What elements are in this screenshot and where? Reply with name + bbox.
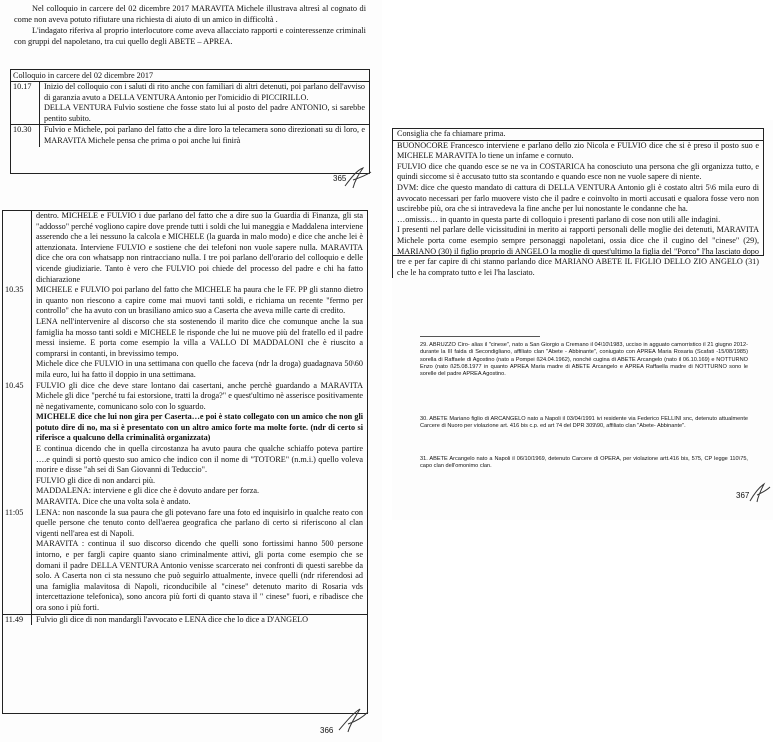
page-365: [0, 0, 382, 200]
colloquio-row: [3, 359, 367, 380]
row-time: 11:05: [5, 507, 24, 517]
colloquio-row: [3, 508, 367, 540]
signature-icon: [748, 482, 772, 504]
intro-paragraph-1: Nel colloquio in carcere del 02 dicembre 2017 MARAVITA Michele illustrava altresì al cognato di come non aveva potuto rifiutare una richiesta di aiuto di un amico in difficoltà .: [14, 4, 366, 24]
colloquio-row: [3, 285, 367, 317]
row-text: MICHELE e FULVIO poi parlano del fatto che MICHELE ha paura che le FF. PP gli stanno dietro in quanto non riescono a capire come mai muovi tanti soldi, e richiama un recente "fermo per controllo" che ha avuto con un brasiliano amico suo a Caserta che aveva mille carte di credito.: [31, 285, 367, 317]
row-text: LENA: non nasconde la sua paura che gli potevano fare una foto ed inquisirlo in qualche reato con quelle persone che tenuto conto dell'aerea geografica che parlano di certo si riferiscono al clan vigenti nell'area est di Napoli.: [31, 508, 367, 540]
colloquio-row: [11, 103, 369, 124]
row-text: DELLA VENTURA Fulvio sostiene che fosse stato lui al posto del padre ANTONIO, si sarebbe pentito subito.: [39, 103, 369, 124]
colloquio-box-366: [2, 210, 368, 714]
row-text: Fulvio gli dice di non mandargli l'avvocato e LENA dice che lo dice a D'ANGELO: [31, 615, 367, 626]
row-time: [3, 539, 31, 613]
footnote-31: 31. ABETE Arcangelo nato a Napoli il 06/10/1969, detenuto Carcere di OPERA, per violazione artt.416 bis, 575, CP legge 110\75, capo clan dell'omonimo clan.: [420, 456, 748, 470]
row-text: MARAVITA : continua il suo discorso dicendo che quelli sono fortissimi hanno 500 persone intorno, e per fargli capire quanto siano criminalmente attivi, gli porta come esempio che se domani il padre DELLA VENTURA Antonio venisse scarcerato nei confronti di questi sarebbe da solo. A Caserta non ci sta nessuno che può seguirlo attualmente, invece quelli (ndr riferendosi ad una famiglia malavitosa di Napoli, riconducibile al "cinese" detenuto marito di Rosaria vds intercettazione telefonica), sono ancora più forti di quanto stava il " cinese" fuori, e ribadisce che ora sono i più forti.: [31, 539, 367, 613]
colloquio-row: [3, 476, 367, 487]
colloquio-row: [3, 412, 367, 444]
row-time: 10.35: [5, 285, 24, 295]
row-text: MARAVITA. Dice che una volta sola è andato.: [31, 497, 367, 508]
row-time: [3, 211, 31, 285]
colloquio-row: [3, 486, 367, 497]
colloquio-row: [3, 497, 367, 508]
row-text: DVM: dice che questo mandato di cattura di DELLA VENTURA Antonio gli è costato altri 5\6 mila euro di avvocato necessari per farlo muovere visto che il padre e coinvolto in morti accusati e qualora fosse vero non uscirebbe più, ora che si intravedeva la fine anche per lui nonostante le condanne che ha.: [392, 183, 763, 215]
row-time: [3, 476, 31, 487]
row-time: [3, 412, 31, 444]
row-text: FULVIO dice che quando esce se ne va in COSTARICA ha conosciuto una persona che gli organizza tutto, e quindi siccome si è accusato tutto sta scontando e quando esce non ne vuole sapere di niente.: [392, 162, 763, 183]
colloquio-box-367: [392, 128, 764, 277]
page-number: 365: [333, 174, 347, 183]
row-text: LENA nell'intervenire al discorso che sta sostenendo il marito dice che comunque anche la sua famiglia ha mosso tanti soldi e MICHELE le risponde che lui ne muove più del fratello ed il padre messi insieme. E porta come esempio la villa a VALLO DI MADDALONI che è riuscito a comprarsi in contanti, in brevissimo tempo.: [31, 317, 367, 359]
row-time: [3, 444, 31, 476]
row-text: …omissis… in quanto in questa parte di colloquio i presenti parlano di cose non utili alle indagini.: [392, 215, 763, 226]
page-number: 367: [736, 491, 750, 500]
footnote-30: 30. ABETE Mariano figlio di ARCANGELO nato a Napoli il 03/04/1991 ivi residente via Federico FELLINI snc, detenuto attualmente Carcere di Nuoro per violazione art. 416 bis c.p. ed art 74 del DPR 309\90, affiliato clan "Abete- Abbinante".: [420, 416, 748, 430]
colloquio-row: [3, 211, 367, 285]
page-number: 366: [320, 726, 334, 735]
row-time: [11, 103, 39, 124]
row-time: [3, 486, 31, 497]
row-time: 10.45: [5, 380, 24, 390]
colloquio-row: [3, 444, 367, 476]
row-text: dentro. MICHELE e FULVIO i due parlano del fatto che a dire suo la Guardia di Finanza, gli sta "addosso" perché vogliono capire dove prende tutti i soldi che lui maneggia e Maddalena interviene asserendo che a lei nessuno la calcola e MICHELE (la guarda in malo modo) e dice che anche lei è attenzionata. Interviene FULVIO e sostiene che dei telefoni non vuole sapere nulla. MARAVITA dice che ora con whatsapp non rintracciano nulla. I tre poi parlano dell'orario del colloquio e delle vicende giudiziarie. Tanto è vero che FULVIO poi chiede del processo del padre e chi ha fatto dichiarazione: [31, 211, 367, 285]
footnote-29: 29. ABRUZZO Ciro- alias il "cinese", nato a San Giorgio a Cremano il 04\10\1983, ucciso in agguato camorristico il 21 giugno 2012- durante la III faida di Secondigliano, affiliato clan "Abete - Abbinante", coniugato con APREA Maria Rosaria (Scafati -15/08/1985) sorella di Raffaele di Agostino (nato a Pompei ß24.04.1962), nonché cugina di ABETE Arcangelo (nato il 06.10.169) e NOTTURNO Enzo (nato ß25.08.1977 in quanto APREA Maria madre di ABETE Arcangelo e APREA Raffaella madre di NOTTURNO sono le sorelle del padre APREA Agostino.: [420, 342, 748, 378]
colloquio-row: [3, 539, 367, 613]
page-367: [392, 120, 773, 520]
row-text: I presenti nel parlare delle vicissitudini in merito ai rapporti personali delle moglie dei detenuti, MARAVITA Michele porta come esempio sempre personaggi napoletani, ossia dice che il cugino del "cinese" (29), MARIANO (30) il figlio proprio di ANGELO la moglie di quest'ultimo la figlia del "Porco" l'ha lasciato dopo tre e per far capire di chi stanno parlando dice MARIANO ABETE IL FIGLIO DELLO ZIO ANGELO (31) che le ha comprato tutto e lei l'ha lasciato.: [392, 225, 763, 278]
page-366: [0, 200, 382, 742]
row-text: Consiglia che fa chiamare prima.: [392, 129, 763, 141]
row-text: Fulvio e Michele, poi parlano del fatto che a dire loro la telecamera sono direzionati su di loro, e MARAVITA Michele pensa che prima o poi anche lui finirà: [39, 125, 369, 146]
signature-icon: [336, 706, 370, 734]
signature-icon: [343, 164, 373, 190]
row-text: MICHELE dice che lui non gira per Caserta…e poi è stato collegato con un amico che non gli potuto dire di no, ma si è presentato con un altro amico forte ma molte forte. (ndr di certo si riferisce a qualcuno della criminalità organizzata): [31, 412, 367, 444]
row-text: FULVIO gli dice di non andarci più.: [31, 476, 367, 487]
colloquio-row: [3, 614, 367, 626]
row-time: [3, 359, 31, 380]
row-time: 11.49: [5, 614, 24, 624]
row-text: Inizio del colloquio con i saluti di rito anche con familiari di altri detenuti, poi parlano dell'avviso di garanzia avuto a DELLA VENTURA Antonio per l'omicidio di PICCIRILLO.: [39, 82, 369, 103]
footnote-rule: [420, 336, 540, 337]
row-text: FULVIO gli dice che deve stare lontano dai casertani, anche perchè guardando a MARAVITA Michele gli dice "perché tu fai estorsione, tratti la droga?" e quest'ultimo nè asserisce positivamente nè negativamente, comunicano solo con lo sguardo.: [31, 381, 367, 413]
colloquio-box-365: [10, 69, 370, 174]
row-time: 10.30: [13, 125, 32, 135]
colloquio-title: Colloquio in carcere del 02 dicembre 2017: [11, 70, 369, 82]
colloquio-row: [11, 82, 369, 103]
intro-paragraph-2: L'indagato riferiva al proprio interlocutore come aveva allacciato rapporti e cointeressenze criminali con gruppi del napoletano, tra cui quello degli ABETE – APREA.: [14, 26, 366, 46]
row-text: Michele dice che FULVIO in una settimana con quello che faceva (ndr la droga) guadagnava 50\60 mila euro, lui ha fatto il doppio in una settimana.: [31, 359, 367, 380]
row-time: [3, 317, 31, 359]
colloquio-row: [3, 381, 367, 413]
row-text: E continua dicendo che in quella circostanza ha avuto paura che qualche schiaffo poteva partire ….e quindi si portò questo suo amico che indico con il nome di "TOTORE" (n.m.i.) quello voleva morire e disse "ah sei di San Giovanni di Teduccio".: [31, 444, 367, 476]
row-time: [3, 497, 31, 508]
row-time: 10.17: [13, 82, 32, 91]
colloquio-row: [3, 317, 367, 359]
row-text: BUONOCORE Francesco interviene e parlano dello zio Nicola e FULVIO dice che si è preso il posto suo e MICHELE MARAVITA lo tiene un infame e cornuto.: [392, 141, 763, 162]
row-text: MADDALENA: interviene e gli dice che è dovuto andare per forza.: [31, 486, 367, 497]
colloquio-row: [11, 124, 369, 146]
